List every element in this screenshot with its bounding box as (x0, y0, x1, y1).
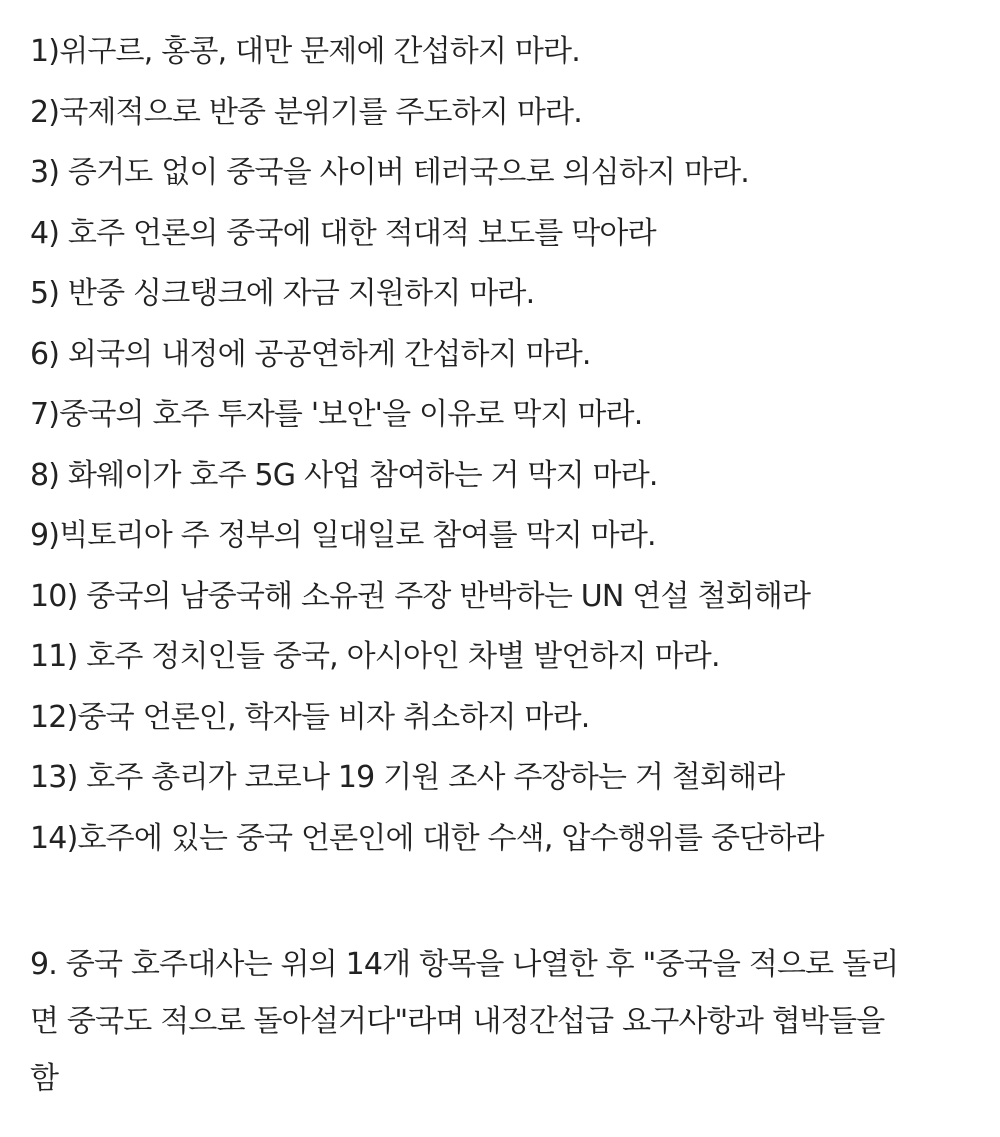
list-item: 1)위구르, 홍콩, 대만 문제에 간섭하지 마라. (30, 34, 580, 69)
list-item: 9)빅토리아 주 정부의 일대일로 참여를 막지 마라. (30, 518, 656, 553)
list-item: 8) 화웨이가 호주 5G 사업 참여하는 거 막지 마라. (30, 457, 658, 493)
list-item: 6) 외국의 내정에 공공연하게 간섭하지 마라. (30, 336, 591, 372)
list-item: 3) 증거도 없이 중국을 사이버 테러국으로 의심하지 마라. (30, 155, 750, 190)
list-item: 5) 반중 싱크탱크에 자금 지원하지 마라. (30, 276, 535, 311)
article-body (30, 22, 975, 1137)
list-item: 10) 중국의 남중국해 소유권 주장 반박하는 UN 연설 철회해라 (30, 578, 811, 614)
list-item: 2)국제적으로 반중 분위기를 주도하지 마라. (30, 94, 582, 130)
list-item: 14)호주에 있는 중국 언론인에 대한 수색, 압수행위를 중단하라 (30, 820, 824, 856)
demands-list (30, 22, 975, 869)
list-item: 7)중국의 호주 투자를 '보안'을 이유로 막지 마라. (30, 397, 643, 432)
summary-paragraph (30, 936, 975, 1107)
summary-line: 면 중국도 적으로 돌아설거다"라며 내정간섭급 요구사항과 협박들을 (30, 1004, 885, 1039)
list-item: 11) 호주 정치인들 중국, 아시아인 차별 발언하지 마라. (30, 639, 720, 674)
summary-line: 9. 중국 호주대사는 위의 14개 항목을 나열한 후 "중국을 적으로 돌리 (30, 947, 899, 982)
list-item: 12)중국 언론인, 학자들 비자 취소하지 마라. (30, 699, 590, 735)
list-item: 13) 호주 총리가 코로나 19 기원 조사 주장하는 거 철회해라 (30, 760, 785, 795)
list-item: 4) 호주 언론의 중국에 대한 적대적 보도를 막아라 (30, 215, 656, 251)
summary-line: 함 (30, 1061, 59, 1096)
